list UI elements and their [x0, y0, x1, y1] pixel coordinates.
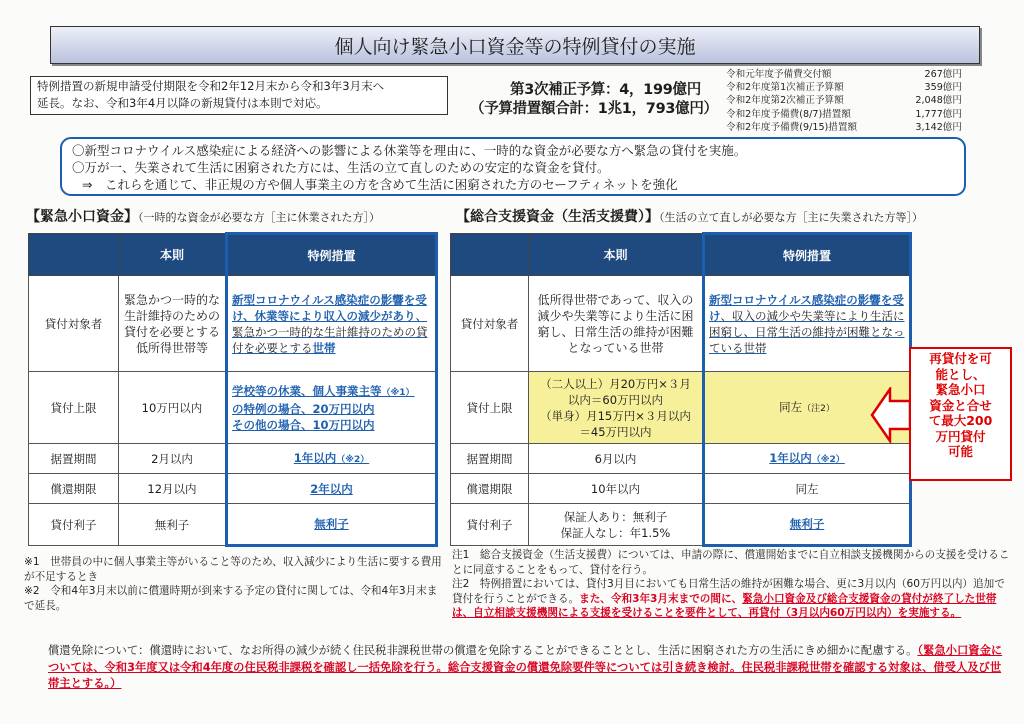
- summary-line: 〇新型コロナウイルス感染症による経済への影響による休業等を理由に、一時的な資金が必要な方へ緊急の貸付を実施。: [72, 143, 747, 158]
- footnote: ※1 世帯員の中に個人事業主等がいること等のため、収入減少により生活に要する費用が不足するとき: [24, 556, 442, 583]
- breakdown-row: 令和2年度予備費(8/7)措置額 1,777億円: [726, 108, 962, 120]
- emergency-fund-table: [28, 232, 438, 547]
- cell-main: 緊急かつ一時的な生計維持のための貸付を必要とする低所得世帯等: [119, 276, 227, 372]
- row-label: 償還期限: [451, 474, 529, 504]
- table-row: [29, 276, 437, 372]
- table-row: [451, 276, 911, 372]
- budget-breakdown: [726, 68, 962, 134]
- cell-special: 無利子: [227, 504, 437, 546]
- repayment-exemption: 償還免除について：償還時において、なお所得の減少が続く住民税非課税世帯の償還を免除することができることとし、生活に困窮された方の生活にきめ細かに配慮する。（緊急小口資金については、令和3年度又は令和4年度の住民税非課税を確認し一括免除を行う。総合支援資金の償還免除要件等については引き続き検討。住民税非課税世帯を確認する対象は、借受人及び世帯主とする。）: [48, 644, 1003, 690]
- cell-main: 2月以内: [119, 444, 227, 474]
- row-label: 据置期間: [451, 444, 529, 474]
- cell-main: 10万円以内: [119, 372, 227, 444]
- deadline-note: [30, 76, 448, 115]
- table-row: [451, 474, 911, 504]
- breakdown-row: 令和2年度第1次補正予算額 359億円: [726, 82, 962, 94]
- row-label: 貸付上限: [29, 372, 119, 444]
- table-row: [29, 444, 437, 474]
- table-row: [451, 444, 911, 474]
- cell-special: 1年以内（※2）: [704, 444, 911, 474]
- footnotes-right: [452, 548, 1010, 621]
- cell-special: 新型コロナウイルス感染症の影響を受け、収入の減少や失業等により生活に困窮し、日常生活の維持が困難となっている世帯: [704, 276, 911, 372]
- section-title-general-support: 【総合支援資金（生活支援費）】（生活の立て直しが必要な方［主に失業された方等］）: [456, 209, 923, 225]
- row-label: 償還期限: [29, 474, 119, 504]
- budget-total: （予算措置額合計：1兆1，793億円）: [470, 101, 718, 117]
- footnote: 注1 総合支援資金（生活支援費）については、申請の際に、償還開始までに自立相談支援機関からの支援を受けることに同意することをもって、貸付を行う。: [452, 549, 1010, 576]
- cell-special: 同左（注2）: [704, 372, 911, 444]
- cell-main: 12月以内: [119, 474, 227, 504]
- cell-main: 10年以内: [529, 474, 704, 504]
- cell-main: 6月以内: [529, 444, 704, 474]
- table-row: [451, 372, 911, 444]
- table-row: [29, 372, 437, 444]
- footnote: 注2 特例措置においては、貸付3月目においても日常生活の維持が困難な場合、更に3月以内（60万円以内）追加で貸付を行うことができる。また、令和3年3月末までの間に、緊急小口資金及び総合支援資金の貸付が終了した世帯は、自立相談支援機関による支援を受けることを要件として、再貸付（3月以内60万円以内）を実施する。: [452, 578, 1005, 619]
- budget-third-supplementary: 第3次補正予算：4，199億円: [510, 82, 701, 98]
- header-empty: [451, 234, 529, 276]
- cell-special: 同左: [704, 474, 911, 504]
- row-label: 貸付上限: [451, 372, 529, 444]
- summary-box: [60, 137, 966, 196]
- summary-line: 〇万が一、失業されて生活に困窮された方には、生活の立て直しのための安定的な資金を貸付。: [72, 160, 610, 175]
- header-main-rule: 本則: [119, 234, 227, 276]
- table-row: [29, 504, 437, 546]
- breakdown-row: 令和2年度予備費(9/15)措置額 3,142億円: [726, 121, 962, 133]
- summary-line: ⇒ これらを通じて、非正規の方や個人事業主の方を含めて生活に困窮された方のセーフティネットを強化: [82, 177, 678, 192]
- table-row: [451, 504, 911, 546]
- row-label: 貸付対象者: [29, 276, 119, 372]
- header-special-measure: 特例措置: [227, 234, 437, 276]
- footnote: ※2 令和4年3月末以前に償還時期が到来する予定の貸付に関しては、令和4年3月末まで延長。: [24, 585, 438, 612]
- cell-main: 保証人あり：無利子 保証人なし：年1.5%: [529, 504, 704, 546]
- breakdown-row: 令和元年度予備費交付額 267億円: [726, 69, 962, 80]
- header-main-rule: 本則: [529, 234, 704, 276]
- breakdown-row: 令和2年度第2次補正予算額 2,048億円: [726, 95, 962, 107]
- left-arrow-icon: [870, 387, 912, 443]
- section-title-emergency-fund: 【緊急小口資金】（一時的な資金が必要な方［主に休業された方］）: [26, 209, 380, 225]
- exemption-label: 償還免除について：: [48, 644, 150, 657]
- cell-special: 学校等の休業、個人事業主等（※1） の特例の場合、20万円以内 その他の場合、10万円以内: [227, 372, 437, 444]
- cell-special: 新型コロナウイルス感染症の影響を受け、休業等により収入の減少があり、緊急かつ一時的な生計維持のための貸付を必要とする世帯: [227, 276, 437, 372]
- row-label: 貸付利子: [451, 504, 529, 546]
- cell-main: （二人以上）月20万円×３月 以内＝60万円以内 （単身）月15万円×３月以内 ＝45万円以内: [529, 372, 704, 444]
- header-special-measure: 特例措置: [704, 234, 911, 276]
- header-empty: [29, 234, 119, 276]
- table-row: [29, 474, 437, 504]
- cell-special: 1年以内（※2）: [227, 444, 437, 474]
- cell-main: 無利子: [119, 504, 227, 546]
- cell-special: 2年以内: [227, 474, 437, 504]
- deadline-note-line1: 特例措置の新規申請受付期限を令和2年12月末から令和3年3月末へ: [37, 79, 385, 93]
- deadline-note-line2: 延長。なお、令和3年4月以降の新規貸付は本則で対応。: [37, 96, 328, 110]
- cell-main: 低所得世帯であって、収入の減少や失業等により生活に困窮し、日常生活の維持が困難となっている世帯: [529, 276, 704, 372]
- footnotes-left: [24, 555, 444, 613]
- cell-special: 無利子: [704, 504, 911, 546]
- row-label: 貸付利子: [29, 504, 119, 546]
- reloan-callout: 再貸付を可 能とし、 緊急小口 資金と合せ て最大200 万円貸付 可能: [909, 347, 1012, 481]
- table-header-row: [29, 234, 437, 276]
- row-label: 据置期間: [29, 444, 119, 474]
- page-title: 個人向け緊急小口資金等の特例貸付の実施: [50, 26, 980, 64]
- table-header-row: [451, 234, 911, 276]
- row-label: 貸付対象者: [451, 276, 529, 372]
- general-support-table: [450, 232, 912, 547]
